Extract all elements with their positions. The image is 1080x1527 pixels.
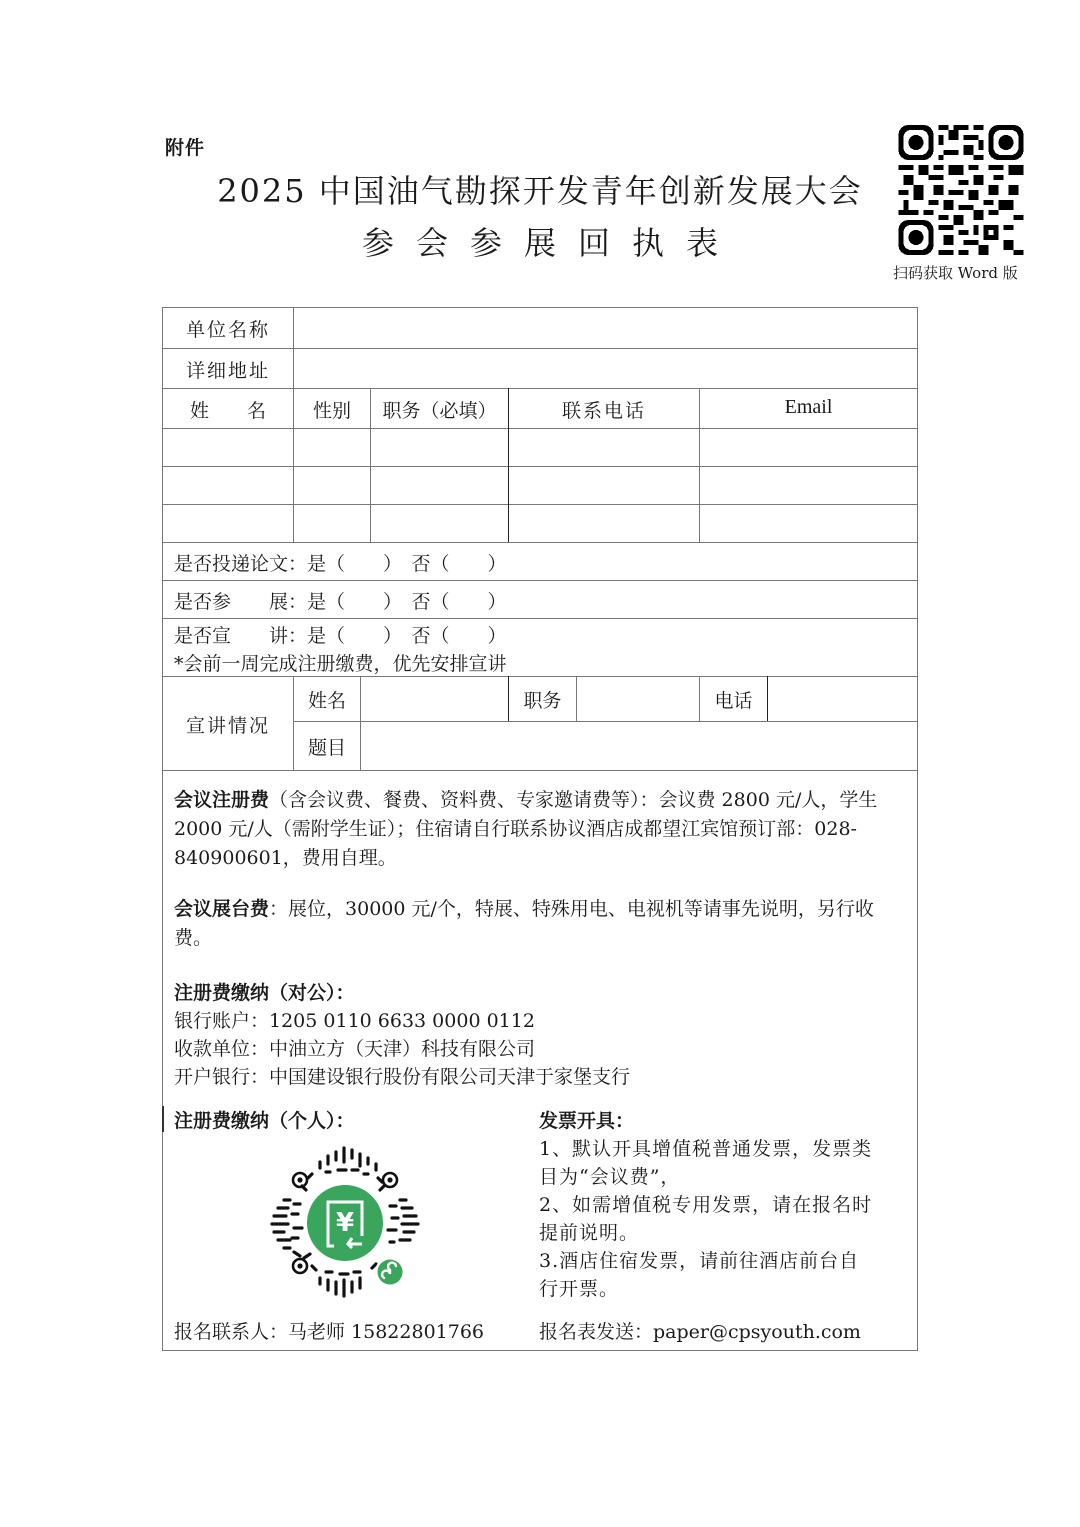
svg-text:¥: ¥ (335, 1208, 355, 1238)
invoice-line: 2、如需增值税专用发票，请在报名时 (539, 1194, 873, 1216)
personal-payment-heading: 注册费缴纳（个人）： (174, 1110, 355, 1132)
registration-fee-heading: 会议注册费 (174, 789, 270, 811)
invoice-line: 目为“会议费”， (539, 1166, 681, 1188)
bank-name: 开户银行：中国建设银行股份有限公司天津于家堡支行 (174, 1066, 631, 1088)
document-title: 2025 中国油气勘探开发青年创新发展大会 (217, 172, 863, 210)
exhibition-option[interactable]: 是否参 展：是（ ） 否（ ） (174, 591, 507, 613)
speaker-topic-label: 题目 (307, 737, 346, 759)
registration-fee-body: （含会议费、餐费、资料费、专家邀请费等）：会议费 2800 元/人，学生 2000 元/人（需附学生证）；住宿请自行联系协议酒店成都望江宾馆预订部：028-840900601，费用自理。 (174, 789, 878, 869)
speaker-name-label: 姓名 (307, 690, 346, 712)
speaker-phone-input[interactable] (769, 678, 916, 720)
address-input[interactable] (296, 351, 916, 386)
invoice-line: 行开票。 (539, 1278, 620, 1300)
registration-contact: 报名联系人：马老师 15822801766 (174, 1321, 485, 1343)
invoice-line: 1、默认开具增值税普通发票，发票类 (539, 1138, 873, 1160)
document-subtitle: 参会参展回执表 (361, 224, 740, 262)
speaker-section-label: 宣讲情况 (185, 715, 270, 737)
column-header-name: 姓 名 (189, 400, 266, 422)
row-divider (162, 618, 918, 619)
column-divider (576, 676, 577, 721)
registration-email[interactable]: 报名表发送：paper@cpsyouth.com (539, 1321, 861, 1343)
attachment-label: 附件 (165, 137, 206, 159)
booth-fee-heading: 会议展台费 (174, 898, 270, 920)
attendee-row[interactable] (164, 468, 916, 502)
presentation-note: *会前一周完成注册缴费，优先安排宣讲 (174, 653, 507, 675)
speaker-topic-input[interactable] (362, 723, 916, 768)
speaker-phone-label: 电话 (714, 690, 753, 712)
column-header-email: Email (784, 396, 833, 418)
speaker-name-input[interactable] (362, 678, 507, 720)
registration-fee-text (174, 786, 910, 873)
unit-name-label: 单位名称 (186, 319, 271, 341)
invoice-heading: 发票开具： (539, 1110, 635, 1132)
unit-name-input[interactable] (296, 310, 916, 346)
column-header-phone: 联系电话 (561, 400, 646, 422)
attendee-row[interactable] (164, 506, 916, 540)
attendee-row[interactable] (164, 430, 916, 464)
row-divider (162, 466, 918, 467)
corporate-payment-heading: 注册费缴纳（对公）： (174, 982, 355, 1004)
column-divider (360, 676, 361, 770)
paper-submission-option[interactable]: 是否投递论文：是（ ） 否（ ） (174, 553, 507, 575)
payee: 收款单位：中油立方（天津）科技有限公司 (174, 1038, 536, 1060)
invoice-line: 3.酒店住宿发票，请前往酒店前台自 (539, 1250, 860, 1272)
speaker-title-input[interactable] (578, 678, 698, 720)
margin-mark (162, 1106, 164, 1132)
qr-caption: 扫码获取 Word 版 (893, 264, 1018, 282)
column-header-position: 职务（必填） (382, 400, 497, 422)
speaker-title-label: 职务 (523, 690, 562, 712)
presentation-option[interactable]: 是否宣 讲：是（ ） 否（ ） (174, 625, 507, 647)
row-divider (162, 770, 918, 771)
row-divider (293, 721, 918, 722)
address-label: 详细地址 (186, 360, 271, 382)
row-divider (162, 388, 918, 389)
row-divider (162, 676, 918, 677)
booth-fee-body: ：展位，30000 元/个，特展、特殊用电、电视机等请事先说明，另行收费。 (174, 898, 874, 949)
payment-mini-program-code[interactable] (264, 1142, 426, 1304)
row-divider (162, 348, 918, 349)
column-divider (767, 676, 768, 721)
row-divider (162, 542, 918, 543)
booth-fee-text (174, 895, 910, 953)
row-divider (162, 428, 918, 429)
word-version-qr-code[interactable] (898, 125, 1024, 255)
invoice-line: 提前说明。 (539, 1222, 640, 1244)
row-divider (162, 580, 918, 581)
bank-account: 银行账户：1205 0110 6633 0000 0112 (174, 1010, 535, 1032)
row-divider (162, 504, 918, 505)
column-header-gender: 性别 (312, 400, 351, 422)
